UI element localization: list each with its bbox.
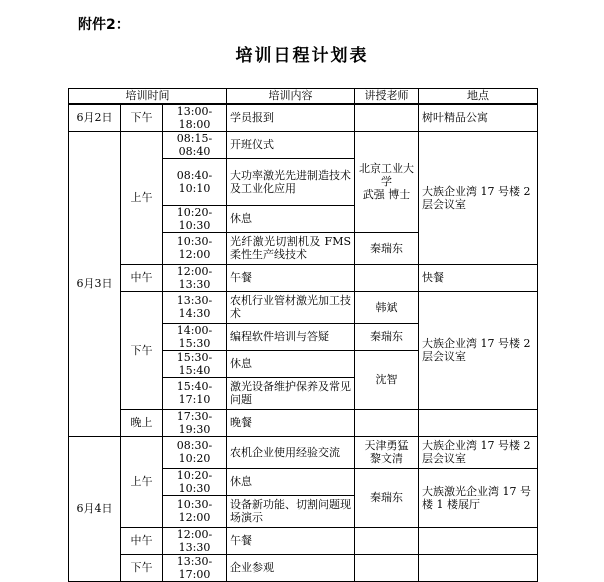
content-cell: 编程软件培训与答疑 bbox=[227, 323, 355, 350]
teacher-cell bbox=[355, 527, 419, 554]
period-cell: 下午 bbox=[121, 554, 163, 581]
location-cell: 大族激光企业湾 17 号楼 1 楼展厅 bbox=[419, 468, 538, 527]
time-cell: 13:30-14:30 bbox=[163, 291, 227, 323]
period-cell: 上午 bbox=[121, 131, 163, 264]
content-cell: 休息 bbox=[227, 468, 355, 495]
teacher-cell: 天津勇猛 黎文清 bbox=[355, 436, 419, 468]
attachment-label: 附件2： bbox=[78, 17, 130, 33]
content-cell: 午餐 bbox=[227, 527, 355, 554]
content-cell: 开班仪式 bbox=[227, 131, 355, 158]
header-time: 培训时间 bbox=[69, 89, 227, 104]
content-cell: 农机行业管材激光加工技术 bbox=[227, 291, 355, 323]
table-row bbox=[69, 104, 538, 132]
time-cell: 15:30-15:40 bbox=[163, 350, 227, 377]
date-cell: 6月3日 bbox=[69, 131, 121, 436]
header-content: 培训内容 bbox=[227, 89, 355, 104]
time-cell: 15:40-17:10 bbox=[163, 377, 227, 409]
time-cell: 17:30-19:30 bbox=[163, 409, 227, 436]
location-cell: 快餐 bbox=[419, 264, 538, 291]
table-row bbox=[69, 409, 538, 436]
teacher-cell bbox=[355, 104, 419, 132]
content-cell: 休息 bbox=[227, 350, 355, 377]
time-cell: 12:00-13:30 bbox=[163, 527, 227, 554]
content-cell: 学员报到 bbox=[227, 104, 355, 132]
period-cell: 晚上 bbox=[121, 409, 163, 436]
teacher-cell: 秦瑞东 bbox=[355, 232, 419, 264]
time-cell: 08:40-10:10 bbox=[163, 158, 227, 205]
teacher-cell bbox=[355, 554, 419, 581]
location-cell: 大族企业湾 17 号楼 2 层会议室 bbox=[419, 291, 538, 409]
time-cell: 10:30-12:00 bbox=[163, 495, 227, 527]
teacher-cell bbox=[355, 264, 419, 291]
table-row bbox=[69, 436, 538, 468]
content-cell: 激光设备维护保养及常见问题 bbox=[227, 377, 355, 409]
teacher-cell: 北京工业大学 武强 博士 bbox=[355, 131, 419, 232]
location-cell bbox=[419, 554, 538, 581]
table-row bbox=[69, 291, 538, 323]
time-cell: 14:00-15:30 bbox=[163, 323, 227, 350]
location-cell: 树叶精品公寓 bbox=[419, 104, 538, 132]
time-cell: 10:20-10:30 bbox=[163, 205, 227, 232]
header-row bbox=[69, 89, 538, 104]
content-cell: 企业参观 bbox=[227, 554, 355, 581]
period-cell: 上午 bbox=[121, 436, 163, 527]
page-title: 培训日程计划表 bbox=[235, 46, 369, 66]
teacher-cell: 韩斌 bbox=[355, 291, 419, 323]
teacher-cell: 秦瑞东 bbox=[355, 323, 419, 350]
time-cell: 13:30-17:00 bbox=[163, 554, 227, 581]
content-cell: 设备新功能、切割问题现场演示 bbox=[227, 495, 355, 527]
table-row bbox=[69, 527, 538, 554]
content-cell: 大功率激光先进制造技术及工业化应用 bbox=[227, 158, 355, 205]
content-cell: 光纤激光切割机及 FMS 柔性生产线技术 bbox=[227, 232, 355, 264]
period-cell: 下午 bbox=[121, 291, 163, 409]
date-cell: 6月4日 bbox=[69, 436, 121, 581]
header-location: 地点 bbox=[419, 89, 538, 104]
table-row bbox=[69, 131, 538, 158]
content-cell: 休息 bbox=[227, 205, 355, 232]
table-row bbox=[69, 264, 538, 291]
time-cell: 12:00-13:30 bbox=[163, 264, 227, 291]
teacher-cell bbox=[355, 409, 419, 436]
location-cell bbox=[419, 527, 538, 554]
table-row bbox=[69, 554, 538, 581]
location-cell: 大族企业湾 17 号楼 2 层会议室 bbox=[419, 436, 538, 468]
header-teacher: 讲授老师 bbox=[355, 89, 419, 104]
time-cell: 10:20-10:30 bbox=[163, 468, 227, 495]
location-cell bbox=[419, 409, 538, 436]
teacher-cell: 沈智 bbox=[355, 350, 419, 409]
content-cell: 晚餐 bbox=[227, 409, 355, 436]
teacher-cell: 秦瑞东 bbox=[355, 468, 419, 527]
period-cell: 下午 bbox=[121, 104, 163, 132]
date-cell: 6月2日 bbox=[69, 104, 121, 132]
time-cell: 13:00-18:00 bbox=[163, 104, 227, 132]
period-cell: 中午 bbox=[121, 527, 163, 554]
time-cell: 08:30-10:20 bbox=[163, 436, 227, 468]
content-cell: 农机企业使用经验交流 bbox=[227, 436, 355, 468]
period-cell: 中午 bbox=[121, 264, 163, 291]
location-cell: 大族企业湾 17 号楼 2 层会议室 bbox=[419, 131, 538, 264]
time-cell: 08:15-08:40 bbox=[163, 131, 227, 158]
time-cell: 10:30-12:00 bbox=[163, 232, 227, 264]
schedule-table bbox=[68, 88, 538, 582]
content-cell: 午餐 bbox=[227, 264, 355, 291]
